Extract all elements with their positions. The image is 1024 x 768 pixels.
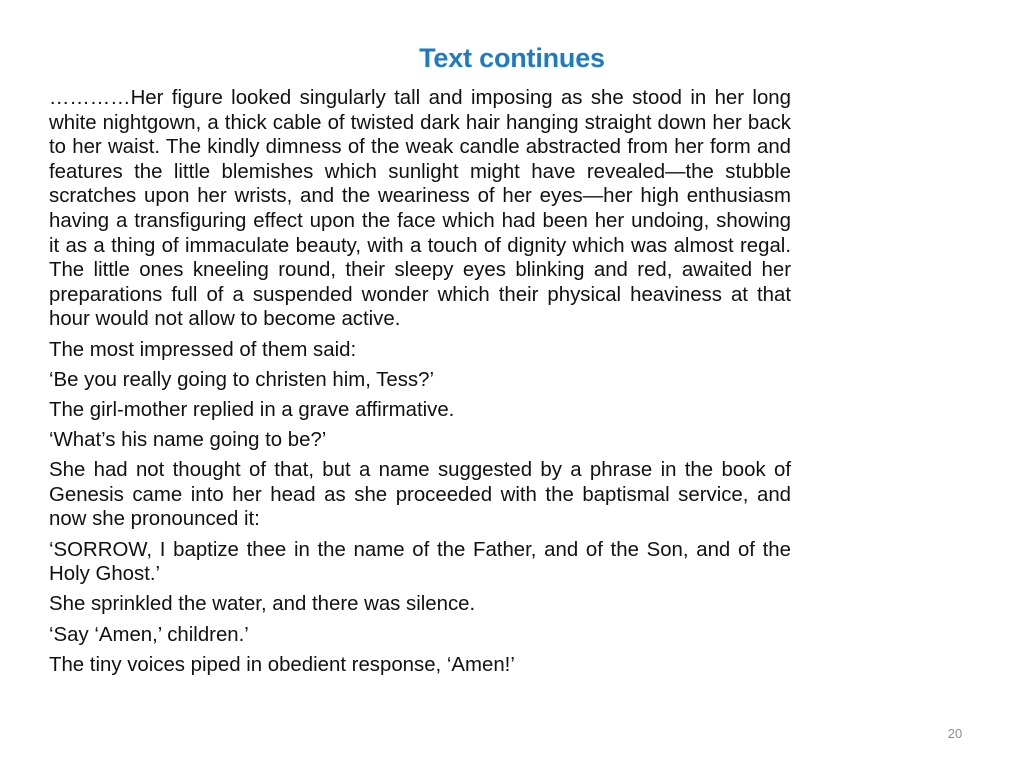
paragraph: The tiny voices piped in obedient response, ‘Amen!’ [49,653,515,676]
paragraph: The most impressed of them said: [49,338,357,361]
page-number: 20 [947,726,963,741]
paragraph: She sprinkled the water, and there was silence. [49,593,476,616]
paragraph: The girl-mother replied in a grave affirmative. [49,398,455,421]
paragraph: ‘What’s his name going to be?’ [49,429,327,452]
paragraph: …………Her figure looked singularly tall and imposing as she stood in her long white nightgown, a thick cable of twisted dark hair hanging straight down her back to her waist. The kindly dimness of the weak candle abstracted from her form and features the little blemishes which sunlight might have revealed—the stubble scratches upon her wrists, and the weariness of her eyes—her high enthusiasm having a transfiguring effect upon the face which had been her undoing, showing it as a thing of immaculate beauty, with a touch of dignity which was almost regal. The little ones kneeling round, their sleepy eyes blinking and red, awaited her preparations full of a suspended wonder which their physical heaviness at that hour would not allow to become active. [49,87,791,331]
paragraph: ‘SORROW, I baptize thee in the name of the Father, and of the Son, and of the Holy Ghost.’ [49,538,791,586]
paragraph: ‘Say ‘Amen,’ children.’ [49,623,249,646]
slide-title: Text continues [419,43,605,73]
slide-body-text [49,86,791,677]
paragraph: She had not thought of that, but a name suggested by a phrase in the book of Genesis came into her head as she proceeded with the baptismal service, and now she pronounced it: [49,459,791,531]
paragraph: ‘Be you really going to christen him, Tess?’ [49,368,434,391]
